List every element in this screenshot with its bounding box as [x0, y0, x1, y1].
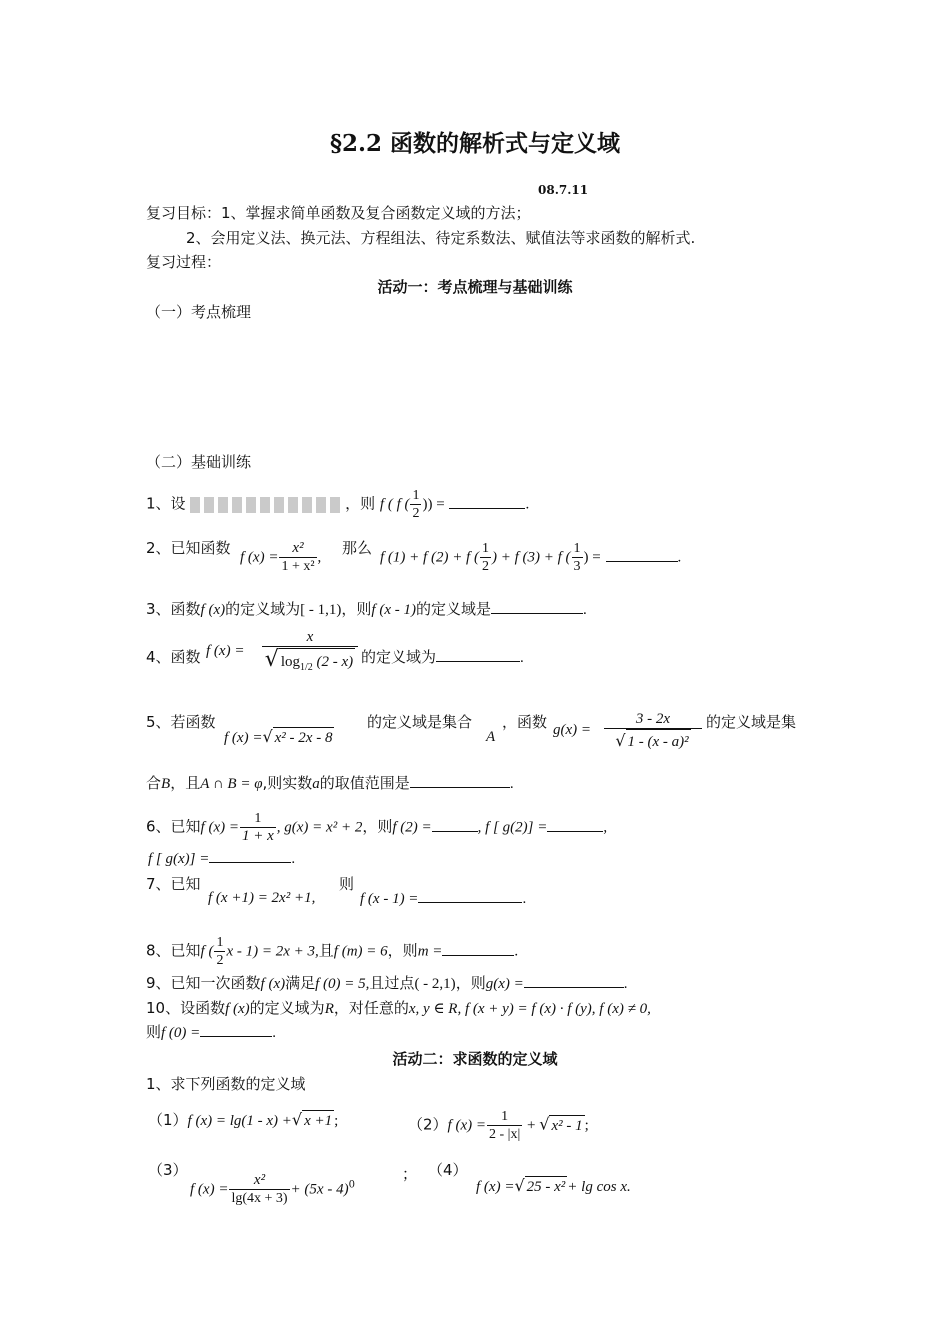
q8-frac — [214, 934, 225, 969]
q3-end: 的定义域是 — [415, 600, 491, 618]
problem-3 — [190, 1172, 355, 1207]
q5b-cond: A ∩ B = φ — [200, 776, 263, 792]
q10-period: . — [272, 1025, 277, 1041]
q2-third-den: 3 — [573, 559, 581, 574]
q8-ask: m = — [417, 943, 443, 960]
q9-period: . — [623, 976, 628, 992]
q2-answer-blank — [606, 547, 678, 562]
q5b-a: a — [312, 776, 320, 792]
p2-num: 1 — [487, 1108, 522, 1126]
q8-then: ，则 — [387, 941, 418, 960]
q4-log-arg: (2 - x) — [316, 654, 354, 670]
q1-close: )) = — [422, 496, 445, 513]
p3-frac — [229, 1172, 289, 1207]
q10-mid2: ，对任意的 — [333, 999, 409, 1017]
q10-mid: 的定义域为 — [249, 999, 325, 1017]
goals-line-2: 2、会用定义法、换元法、方程组法、待定系数法、赋值法等求函数的解析式. — [186, 229, 696, 247]
q1-then: ，则 — [345, 494, 376, 513]
activity1-title: 活动一：考点梳理与基础训练 — [377, 278, 573, 296]
q2-period: . — [677, 549, 682, 566]
p3-sep: ； — [402, 1165, 418, 1183]
p3-label: （3） — [148, 1161, 188, 1179]
q3-f: f (x) — [200, 602, 226, 618]
p2-den: 2 - |x| — [488, 1127, 521, 1142]
q7-period: . — [522, 891, 527, 907]
q6-blank-c — [209, 848, 291, 863]
q5-g-radicand: 1 - (x - a)² — [626, 729, 691, 754]
p3-exponent: 0 — [348, 1179, 355, 1191]
q1-frac — [410, 487, 421, 522]
q5-g-prefix: ，函数 — [502, 713, 548, 731]
q7-ask: f (x - 1) = — [360, 891, 419, 907]
q2-expression — [380, 540, 681, 575]
question-8 — [146, 934, 518, 969]
q2-eq: ) = — [583, 549, 601, 566]
p1-end: ; — [334, 1113, 339, 1129]
q6-frac — [240, 810, 276, 845]
q3-f2: f (x - 1) — [371, 602, 416, 618]
q4-log: log — [280, 654, 300, 670]
q5b-end: 的取值范围是 — [319, 774, 410, 792]
q8-period: . — [514, 943, 519, 960]
q5-g-fraction — [604, 710, 702, 754]
q2-frac-den: 1 + x² — [281, 559, 315, 574]
q4-fraction — [262, 628, 358, 681]
q10-cond: x, y ∈ R, f (x + y) = f (x) · f (y), f (x) ≠ 0, — [408, 1001, 651, 1017]
q2-frac-num: x² — [279, 540, 316, 558]
q2-func-label: f (x) = — [240, 549, 279, 566]
q8-cond2: x - 1) = 2x + 3, — [226, 943, 319, 960]
q7-prefix: 7、已知 — [146, 875, 201, 893]
q4-period: . — [520, 650, 524, 666]
q2-expr2: ) + f (3) + f ( — [491, 549, 571, 566]
q2-half-num: 1 — [481, 541, 489, 556]
q5-mid: 的定义域是集合 — [367, 713, 473, 731]
q7-answer-blank — [418, 888, 522, 903]
q7-cond: f (x +1) = 2x² +1, — [208, 890, 316, 906]
q6-blank-b — [547, 817, 603, 832]
q9-ask: g(x) = — [485, 976, 524, 992]
q1-frac-num: 1 — [412, 488, 420, 503]
q10b-ask: f (0) = — [161, 1025, 201, 1041]
q6-den: 1 + x — [241, 828, 274, 844]
q8-and: 且 — [318, 941, 334, 960]
page-title: §2.2 函数的解析式与定义域 — [329, 130, 621, 157]
q6-num: 1 — [240, 810, 276, 828]
q5b-mid: ，且 — [170, 774, 201, 792]
p2-expr: f (x) = — [447, 1117, 486, 1134]
q2-function: f (x) = $\frac{\text{x²}}{\text{1 + x²}}$ , — [240, 540, 322, 574]
q9-point: ( - 2,1) — [414, 976, 456, 992]
q3-interval: [ - 1,1) — [300, 602, 342, 618]
q2-mid: 那么 — [342, 539, 373, 557]
p4-tail: + lg cos x. — [567, 1179, 631, 1195]
q3-answer-blank — [491, 599, 583, 614]
q3-prefix: 3、函数 — [146, 600, 201, 618]
q5-end: 的定义域是集 — [706, 713, 797, 731]
q2-expr1: f (1) + f (2) + f ( — [380, 549, 479, 566]
sqrt-icon: √ — [615, 731, 626, 750]
q5-period: . — [509, 776, 514, 792]
q4-end: 的定义域为 — [361, 648, 437, 666]
problem-1 — [148, 1110, 338, 1131]
q1-period: . — [525, 496, 530, 513]
q4-num: x — [262, 628, 358, 647]
p2-end: ; — [584, 1117, 589, 1134]
q2-frac — [279, 540, 316, 575]
sqrt-icon: √ — [262, 727, 273, 746]
q6-g: , g(x) = x² + 2 — [276, 819, 363, 836]
question-6-cont — [148, 848, 295, 869]
p3-expr: f (x) = — [190, 1181, 229, 1198]
question-1 — [146, 487, 529, 522]
q6-f: f (x) = — [200, 819, 239, 836]
p2-frac — [487, 1108, 522, 1143]
q9-c1: f (0) = 5, — [315, 976, 370, 992]
q10-R: R — [324, 1001, 334, 1017]
q5-prefix: 5、若函数 — [146, 713, 216, 731]
q10-answer-blank — [200, 1022, 272, 1037]
question-10 — [146, 998, 651, 1019]
q5-g-num: 3 - 2x — [604, 710, 702, 729]
q3-then: ，则 — [341, 600, 372, 618]
p1-radicand: x +1 — [302, 1110, 334, 1131]
p1-expr: f (x) = lg(1 - x) + — [187, 1113, 292, 1129]
p2-label: （2） — [408, 1115, 448, 1134]
q6-c: f [ g(x)] = — [148, 851, 210, 867]
q4-radicand — [279, 648, 355, 681]
q8-num: 1 — [216, 935, 224, 950]
question-6: 6、已知f (x) = $\frac{1}{1 + x}$ , g(x) = x² + 2，则f (2) = , f [ g(2)] = , — [146, 811, 608, 844]
q6-blank-a — [432, 817, 478, 832]
q5b-then: ,则实数 — [262, 774, 313, 792]
q9-mid: 满足 — [285, 974, 316, 992]
goals-line-1: 复习目标：1、掌握求简单函数及复合函数定义域的方法； — [146, 204, 531, 222]
q5-answer-blank — [410, 773, 510, 788]
q7-then: 则 — [339, 875, 355, 893]
q2-third-num: 1 — [573, 541, 581, 556]
p3-tail: + (5x - 4) — [290, 1181, 349, 1198]
q4-log-base: 1/2 — [300, 662, 313, 673]
q10-prefix: 10、设函数 — [146, 999, 226, 1017]
question-10-cont — [146, 1022, 276, 1043]
section-kaodian: （一）考点梳理 — [146, 303, 252, 321]
process-label: 复习过程： — [146, 253, 222, 271]
p3-num: x² — [229, 1172, 289, 1190]
q6-period: . — [291, 851, 296, 867]
section-jichu: （二）基础训练 — [146, 453, 252, 471]
q5-A: A — [486, 729, 496, 745]
date-stamp: 08.7.11 — [538, 183, 589, 197]
p4-radicand: 25 - x² — [525, 1176, 568, 1197]
question-5-cont — [146, 773, 514, 794]
p4-label: （4） — [428, 1161, 468, 1179]
q5-f — [224, 727, 334, 748]
q7-ask-line — [360, 888, 526, 909]
q8-cond1: f ( — [200, 943, 214, 960]
q9-prefix: 9、已知一次函数 — [146, 974, 261, 992]
problem-2: （2）f (x) = $\frac{1}{2 - |x|}$ + √ x² - 1 ; — [408, 1109, 589, 1142]
q5-g-label: g(x) = — [553, 722, 592, 738]
q1-answer-blank — [449, 494, 525, 509]
q8-den: 2 — [216, 953, 224, 968]
sqrt-icon: √ — [291, 1110, 303, 1129]
piecewise-function-image — [190, 497, 340, 513]
sqrt-icon: √ — [539, 1114, 550, 1134]
q4-answer-blank — [436, 647, 520, 662]
q8-cond3: f (m) = 6 — [333, 943, 388, 960]
q5-f-radicand: x² - 2x - 8 — [273, 727, 335, 748]
q10-f: f (x) — [225, 1001, 250, 1017]
problem-4 — [476, 1176, 631, 1197]
q6-then: ，则 — [362, 817, 393, 836]
q4-end-line — [361, 647, 524, 668]
q10b-pre: 则 — [146, 1023, 162, 1041]
q2-frac-third — [572, 540, 583, 575]
activity2-title: 活动二：求函数的定义域 — [392, 1050, 558, 1068]
p3-den: lg(4x + 3) — [231, 1191, 288, 1206]
q1-frac-den: 2 — [412, 506, 420, 521]
q5b-pre: 合 — [146, 774, 162, 792]
q3-period: . — [582, 602, 587, 618]
q4-prefix: 4、函数 — [146, 648, 201, 666]
q6-a: f (2) = — [392, 819, 432, 836]
p1-label: （1） — [148, 1111, 188, 1129]
q1-expr: f ( f ( — [379, 496, 410, 513]
question-9 — [146, 973, 627, 994]
q6-b: , f [ g(2)] = — [477, 819, 548, 836]
sqrt-icon: √ — [514, 1176, 525, 1195]
q5-f-label: f (x) = — [224, 730, 263, 746]
q2-frac-half — [480, 540, 491, 575]
p4-expr: f (x) = — [476, 1179, 515, 1195]
q9-mid2: 且过点 — [369, 974, 415, 992]
question-3 — [146, 599, 587, 620]
q8-prefix: 8、已知 — [146, 941, 201, 960]
q9-answer-blank — [524, 973, 624, 988]
q8-answer-blank — [442, 941, 514, 956]
q2-half-den: 2 — [481, 559, 489, 574]
activity2-item1: 1、求下列函数的定义域 — [146, 1075, 306, 1093]
q9-then: ，则 — [455, 974, 486, 992]
sqrt-icon: √ — [264, 647, 279, 672]
q9-f: f (x) — [260, 976, 286, 992]
q3-mid: 的定义域为 — [225, 600, 301, 618]
q2-prefix: 2、已知函数 — [146, 539, 231, 557]
q1-prefix: 1、设 — [146, 494, 186, 513]
p2-radicand: x² - 1 — [549, 1115, 584, 1136]
q4-func-label: f (x) = — [206, 643, 245, 659]
q5b-B: B — [161, 776, 171, 792]
q6-prefix: 6、已知 — [146, 817, 201, 836]
